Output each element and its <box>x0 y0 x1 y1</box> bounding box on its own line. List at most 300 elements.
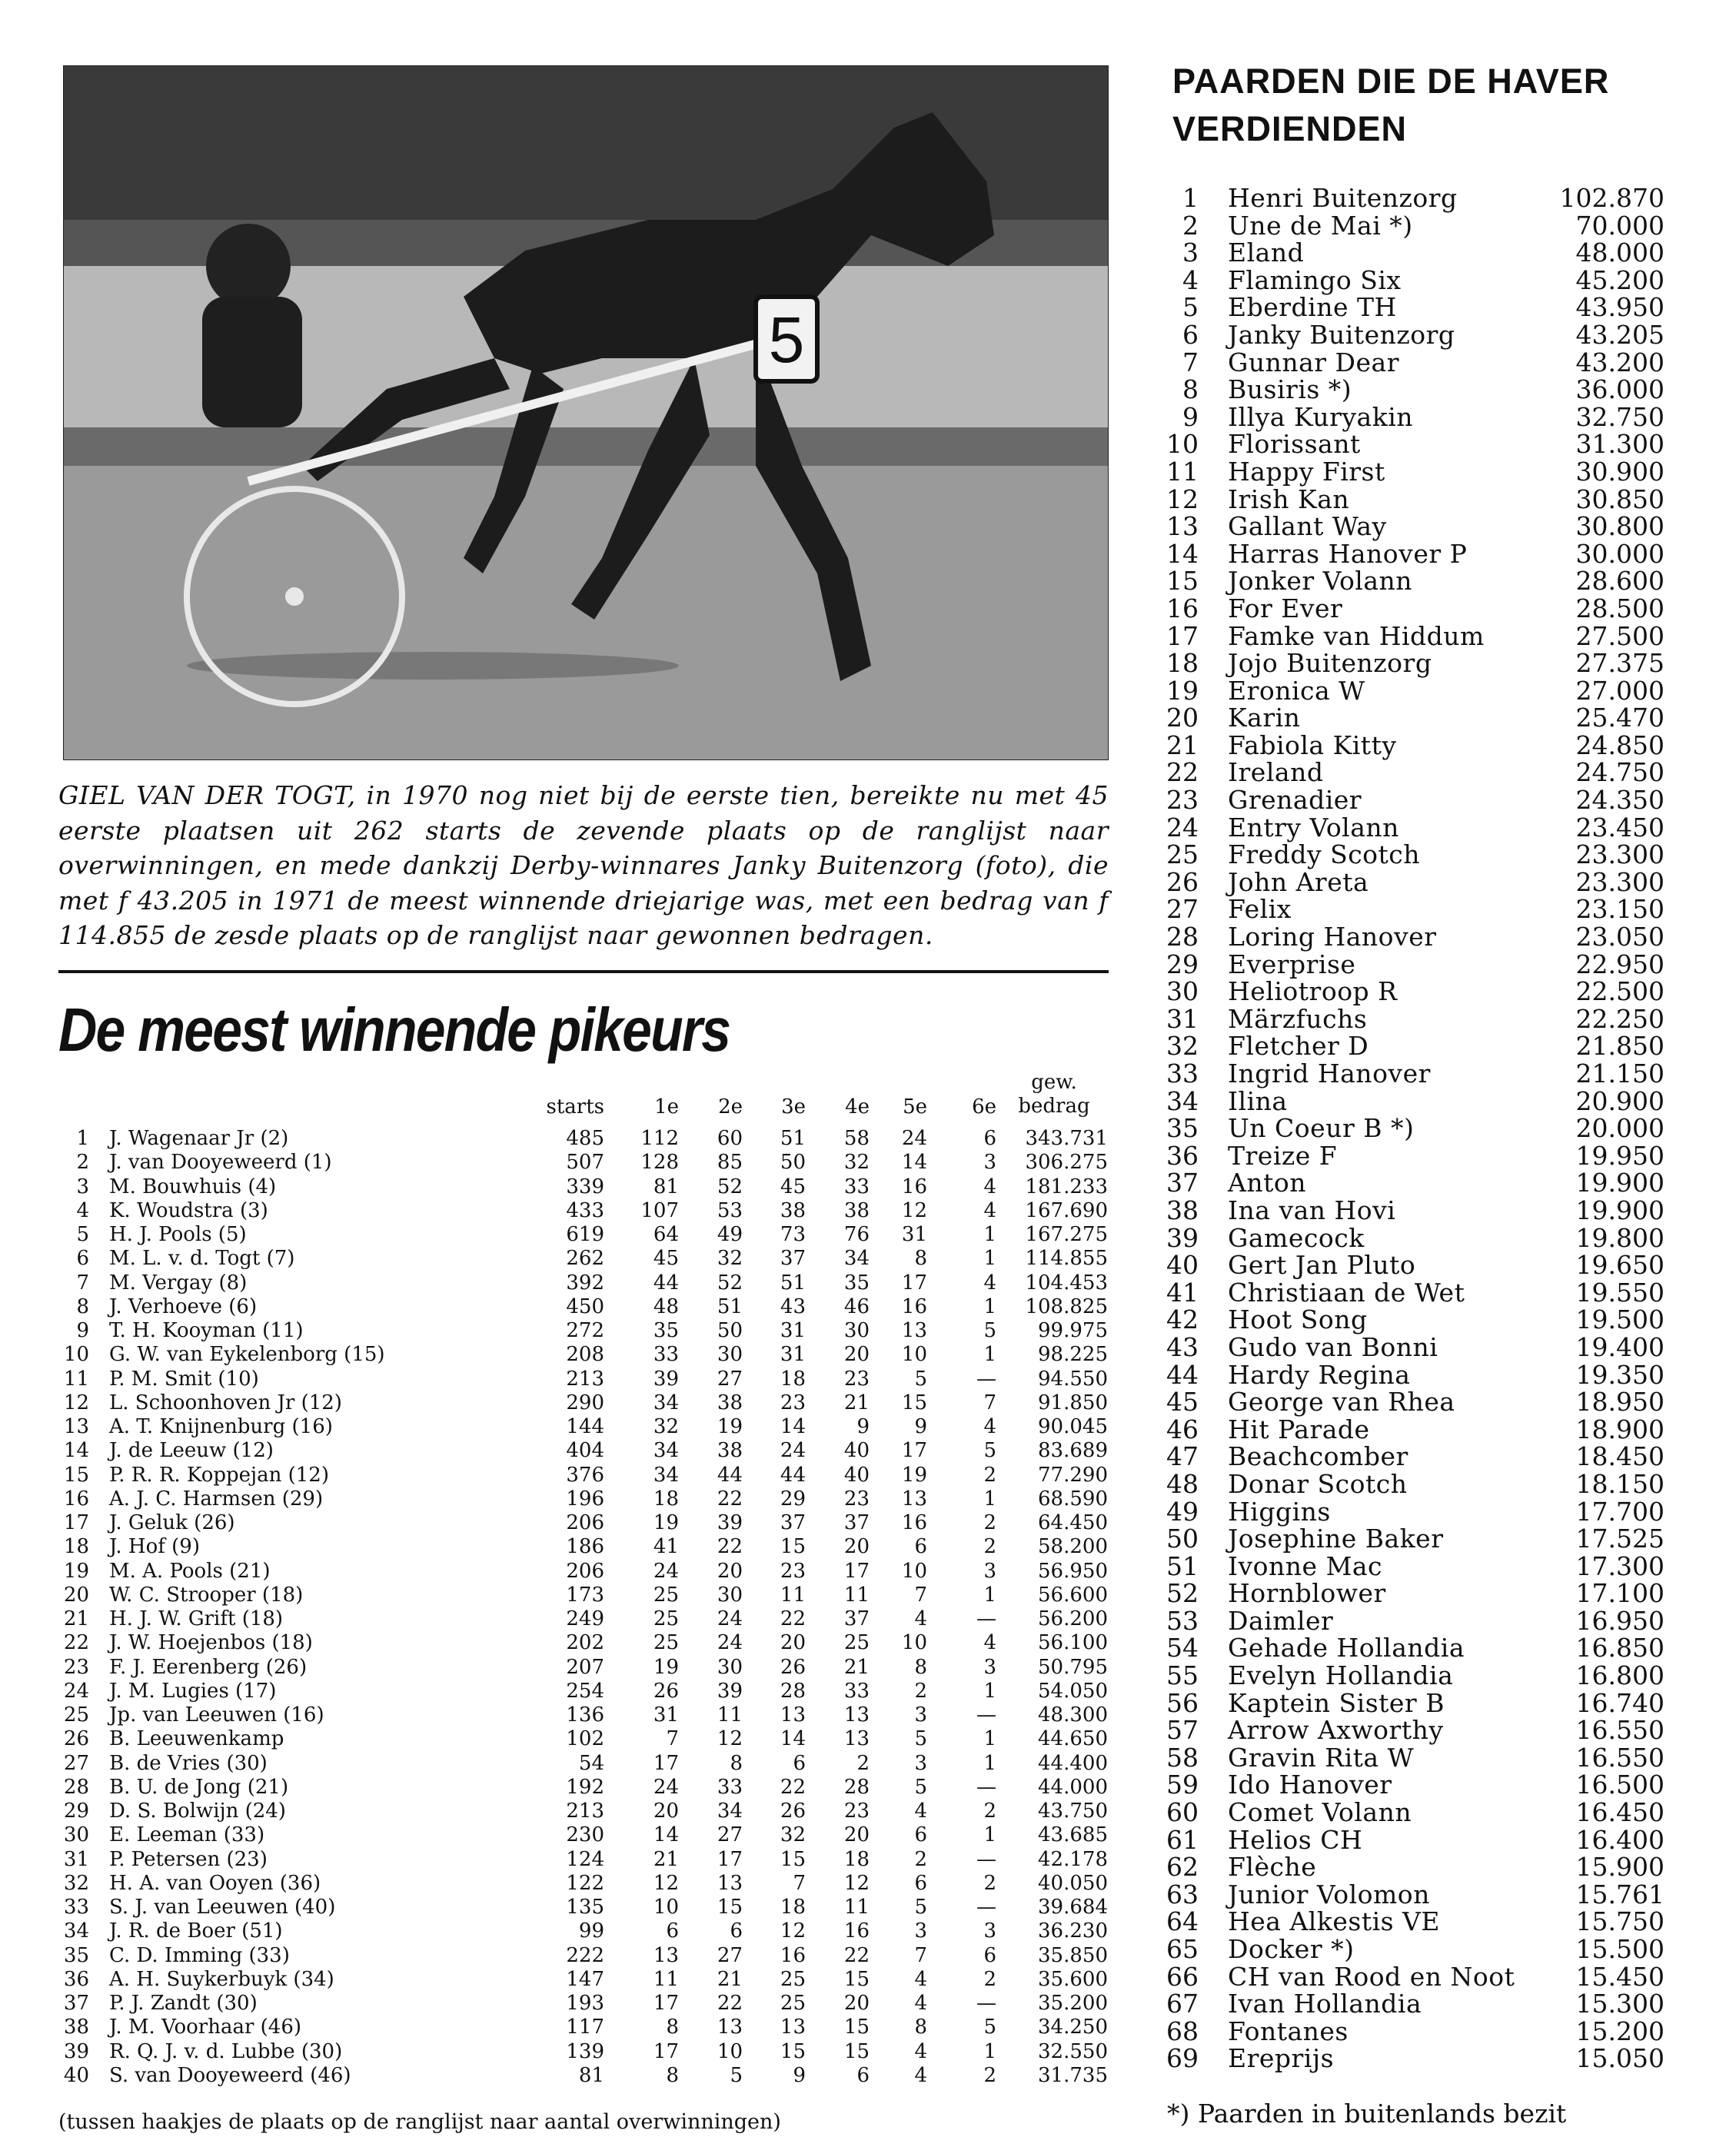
cell-driver-name: J. Verhoeve (6) <box>109 1294 258 1318</box>
cell-fifth-places: 7 <box>914 1583 927 1607</box>
table-row <box>58 1368 1112 1391</box>
cell-third-places: 25 <box>780 1967 806 1991</box>
table-row <box>58 1680 1112 1703</box>
cell-prize-money: 90.045 <box>1038 1415 1108 1438</box>
cell-horse-name: Everprise <box>1228 949 1356 979</box>
list-item <box>1165 349 1664 377</box>
cell-fifth-places: 10 <box>901 1559 927 1583</box>
cell-first-places: 128 <box>640 1151 679 1175</box>
table-row <box>58 1992 1112 2016</box>
cell-horse-name: Irish Kan <box>1228 484 1350 514</box>
cell-second-places: 17 <box>717 1847 743 1871</box>
cell-earnings: 19.950 <box>1575 1140 1664 1171</box>
cell-horse-name: Jonker Volann <box>1228 566 1413 597</box>
cell-fourth-places: 17 <box>843 1559 870 1583</box>
cell-horse-name: Harras Hanover P <box>1228 538 1468 569</box>
cell-driver-name: M. Bouwhuis (4) <box>109 1175 277 1198</box>
cell-fifth-places: 9 <box>914 1415 927 1438</box>
cell-prize-money: 56.950 <box>1038 1559 1108 1583</box>
cell-driver-name: J. W. Hoejenbos (18) <box>109 1631 313 1655</box>
cell-prize-money: 39.684 <box>1038 1896 1108 1919</box>
cell-prize-money: 306.275 <box>1025 1151 1108 1175</box>
cell-rank: 21 <box>63 1607 89 1630</box>
cell-second-places: 13 <box>717 2016 743 2039</box>
cell-rank: 69 <box>1166 2043 1199 2074</box>
cell-prize-money: 56.100 <box>1038 1631 1108 1655</box>
cell-rank: 7 <box>1182 347 1199 377</box>
list-item <box>1165 321 1664 349</box>
cell-first-places: 107 <box>640 1198 679 1222</box>
cell-rank: 18 <box>1166 648 1199 679</box>
cell-horse-name: Grenadier <box>1228 785 1362 816</box>
list-item <box>1165 567 1664 595</box>
cell-third-places: 31 <box>780 1319 806 1342</box>
cell-rank: 49 <box>1166 1496 1199 1527</box>
cell-rank: 26 <box>63 1727 89 1751</box>
list-item <box>1165 814 1664 842</box>
cell-first-places: 6 <box>666 1919 679 1943</box>
cell-fourth-places: 20 <box>843 1823 870 1847</box>
cell-earnings: 27.500 <box>1575 620 1664 651</box>
cell-first-places: 18 <box>653 1487 679 1511</box>
cell-first-places: 19 <box>653 1655 679 1679</box>
cell-rank: 12 <box>63 1391 89 1414</box>
cell-fourth-places: 21 <box>843 1391 870 1414</box>
cell-third-places: 14 <box>780 1727 806 1751</box>
cell-third-places: 13 <box>780 1703 806 1727</box>
table-row <box>58 2016 1112 2039</box>
cell-rank: 25 <box>1166 839 1199 870</box>
cell-fifth-places: 15 <box>901 1391 927 1414</box>
cell-rank: 63 <box>1166 1879 1199 1909</box>
cell-fifth-places: 16 <box>901 1294 927 1318</box>
cell-horse-name: Fabiola Kitty <box>1228 730 1397 760</box>
table-row <box>58 1848 1112 1872</box>
cell-rank: 33 <box>1166 1059 1199 1088</box>
table-row <box>58 1656 1112 1680</box>
cell-rank: 14 <box>1166 538 1199 569</box>
cell-rank: 19 <box>63 1559 89 1583</box>
cell-prize-money: 40.050 <box>1038 1871 1108 1895</box>
cell-sixth-places: 1 <box>983 1223 996 1246</box>
list-item <box>1165 1936 1664 1963</box>
cell-rank: 2 <box>1182 210 1199 241</box>
cell-fifth-places: 12 <box>901 1198 927 1222</box>
cell-second-places: 39 <box>717 1679 743 1703</box>
cell-third-places: 51 <box>780 1271 806 1294</box>
cell-fifth-places: 16 <box>901 1175 927 1198</box>
cell-rank: 34 <box>63 1919 89 1943</box>
cell-horse-name: Happy First <box>1228 456 1385 487</box>
cell-fourth-places: 23 <box>843 1367 870 1391</box>
cell-earnings: 17.700 <box>1575 1496 1664 1527</box>
header-bedrag-line2: bedrag <box>1018 1095 1090 1118</box>
cell-second-places: 44 <box>717 1463 743 1487</box>
cell-rank: 8 <box>76 1294 89 1318</box>
cell-horse-name: Ina van Hovi <box>1228 1195 1396 1225</box>
cell-earnings: 15.200 <box>1575 2016 1664 2046</box>
cell-horse-name: Gert Jan Pluto <box>1228 1250 1416 1281</box>
cell-earnings: 70.000 <box>1575 210 1664 241</box>
cell-prize-money: 48.300 <box>1038 1703 1108 1727</box>
cell-sixth-places: 4 <box>983 1175 996 1198</box>
cell-first-places: 11 <box>653 1967 679 1991</box>
cell-rank: 34 <box>1166 1085 1199 1116</box>
cell-rank: 59 <box>1166 1770 1199 1800</box>
cell-horse-name: Gravin Rita W <box>1228 1742 1414 1773</box>
cell-sixth-places: 2 <box>983 1871 996 1895</box>
cell-sixth-places: 1 <box>983 1583 996 1607</box>
cell-fourth-places: 9 <box>856 1415 870 1438</box>
list-item <box>1165 1607 1664 1635</box>
cell-rank: 1 <box>76 1127 89 1150</box>
photo-caption: GIEL VAN DER TOGT, in 1970 nog niet bij de eerste tien, bereikte nu met 45 eerste plaatsen uit 262 starts de zevende plaats op de ranglijst naar overwinningen, en mede dankzij Derby-winnares Janky Buitenzorg (foto), die met f 43.205 in 1971 de meest winnende driejarige was, met een bedrag van f 114.855 de zesde plaats op de ranglijst naar gewonnen bedragen. <box>58 780 1109 950</box>
cell-earnings: 43.950 <box>1575 292 1664 323</box>
cell-third-places: 14 <box>780 1415 806 1438</box>
cell-second-places: 51 <box>717 1294 743 1318</box>
cell-sixth-places: 5 <box>983 1439 996 1463</box>
cell-driver-name: A. T. Knijnenburg (16) <box>109 1415 333 1438</box>
cell-driver-name: A. J. C. Harmsen (29) <box>109 1487 324 1511</box>
cell-horse-name: Ingrid Hanover <box>1228 1059 1431 1088</box>
cell-rank: 45 <box>1166 1387 1199 1417</box>
cell-prize-money: 64.450 <box>1038 1511 1108 1534</box>
cell-driver-name: L. Schoonhoven Jr (12) <box>109 1391 342 1414</box>
cell-rank: 11 <box>63 1367 89 1391</box>
table-row <box>58 1151 1112 1175</box>
cell-earnings: 43.205 <box>1575 319 1664 350</box>
cell-horse-name: Kaptein Sister B <box>1228 1687 1445 1718</box>
cell-starts: 202 <box>566 1631 604 1655</box>
table-row <box>58 1560 1112 1584</box>
cell-fifth-places: 24 <box>901 1127 927 1150</box>
cell-earnings: 23.300 <box>1575 839 1664 870</box>
cell-horse-name: Helios CH <box>1228 1824 1363 1855</box>
cell-horse-name: CH van Rood en Noot <box>1228 1961 1515 1992</box>
list-item <box>1165 1881 1664 1909</box>
cell-rank: 61 <box>1166 1824 1199 1855</box>
cell-horse-name: Karin <box>1228 703 1301 733</box>
cell-prize-money: 77.290 <box>1038 1463 1108 1487</box>
cell-starts: 122 <box>566 1871 604 1895</box>
list-item <box>1165 1222 1664 1253</box>
cell-second-places: 24 <box>717 1607 743 1630</box>
cell-horse-name: Hoot Song <box>1228 1304 1368 1335</box>
cell-driver-name: B. U. de Jong (21) <box>109 1775 289 1799</box>
cell-rank: 28 <box>63 1775 89 1799</box>
cell-fifth-places: 8 <box>914 2016 927 2039</box>
cell-rank: 3 <box>76 1175 89 1198</box>
cell-fourth-places: 30 <box>843 1319 870 1342</box>
cell-third-places: 6 <box>793 1751 806 1775</box>
cell-second-places: 49 <box>717 1223 743 1246</box>
cell-rank: 40 <box>1166 1250 1199 1281</box>
cell-first-places: 81 <box>653 1175 679 1198</box>
cell-fifth-places: 3 <box>914 1703 927 1727</box>
cell-prize-money: 50.795 <box>1038 1655 1108 1679</box>
cell-fourth-places: 40 <box>843 1439 870 1463</box>
cell-starts: 213 <box>566 1800 604 1823</box>
cell-sixth-places: 1 <box>983 2039 996 2063</box>
cell-starts: 102 <box>566 1727 604 1751</box>
cell-rank: 20 <box>1166 703 1199 733</box>
cell-fifth-places: 6 <box>914 1871 927 1895</box>
cell-starts: 196 <box>566 1487 604 1511</box>
cell-fifth-places: 13 <box>901 1319 927 1342</box>
cell-rank: 54 <box>1166 1633 1199 1663</box>
cell-rank: 33 <box>63 1896 89 1919</box>
cell-rank: 22 <box>1166 757 1199 788</box>
cell-driver-name: H. J. W. Grift (18) <box>109 1607 284 1630</box>
cell-fifth-places: 10 <box>901 1631 927 1655</box>
cell-earnings: 45.200 <box>1575 264 1664 295</box>
cell-third-places: 22 <box>780 1775 806 1799</box>
cell-third-places: 9 <box>793 2063 806 2087</box>
cell-second-places: 30 <box>717 1655 743 1679</box>
cell-rank: 4 <box>1182 264 1199 295</box>
cell-rank: 53 <box>1166 1605 1199 1636</box>
cell-horse-name: Ireland <box>1228 757 1324 788</box>
cell-earnings: 15.750 <box>1575 1906 1664 1937</box>
cell-first-places: 25 <box>653 1631 679 1655</box>
list-item <box>1165 540 1664 568</box>
cell-rank: 47 <box>1166 1441 1199 1472</box>
cell-rank: 23 <box>1166 785 1199 816</box>
cell-second-places: 22 <box>717 1535 743 1559</box>
cell-sixth-places: 1 <box>983 1751 996 1775</box>
cell-rank: 18 <box>63 1535 89 1559</box>
cell-rank: 62 <box>1166 1852 1199 1883</box>
cell-rank: 48 <box>1166 1468 1199 1499</box>
cell-third-places: 23 <box>780 1559 806 1583</box>
cell-horse-name: For Ever <box>1228 593 1343 623</box>
cell-horse-name: Illya Kuryakin <box>1228 401 1414 432</box>
list-item <box>1165 1990 1664 2018</box>
cell-rank: 67 <box>1166 1989 1199 2019</box>
cell-fourth-places: 15 <box>843 1967 870 1991</box>
cell-sixth-places: 5 <box>983 2016 996 2039</box>
cell-fourth-places: 11 <box>843 1583 870 1607</box>
list-item <box>1165 1443 1664 1471</box>
cell-rank: 38 <box>63 2016 89 2039</box>
cell-prize-money: 56.600 <box>1038 1583 1108 1607</box>
list-item <box>1165 1634 1664 1662</box>
cell-rank: 12 <box>1166 484 1199 514</box>
cell-fifth-places: 13 <box>901 1487 927 1511</box>
cell-first-places: 24 <box>653 1559 679 1583</box>
cell-first-places: 17 <box>653 1992 679 2015</box>
cell-horse-name: Ido Hanover <box>1228 1770 1392 1800</box>
cell-second-places: 53 <box>717 1198 743 1222</box>
cell-horse-name: Arrow Axworthy <box>1228 1715 1444 1746</box>
harness-race-illustration <box>64 66 1108 759</box>
list-item <box>1165 978 1664 1005</box>
cell-first-places: 33 <box>653 1343 679 1367</box>
cell-earnings: 24.850 <box>1575 730 1664 760</box>
cell-first-places: 12 <box>653 1871 679 1895</box>
cell-earnings: 15.500 <box>1575 1934 1664 1964</box>
cell-rank: 40 <box>63 2063 89 2087</box>
cell-second-places: 39 <box>717 1511 743 1534</box>
cell-horse-name: Une de Mai *) <box>1228 210 1413 241</box>
list-item <box>1165 1169 1664 1197</box>
cell-earnings: 18.450 <box>1575 1441 1664 1472</box>
cell-starts: 117 <box>566 2016 604 2039</box>
table-row <box>58 1727 1112 1751</box>
cell-driver-name: H. J. Pools (5) <box>109 1223 247 1246</box>
cell-rank: 6 <box>76 1247 89 1271</box>
cell-prize-money: 99.975 <box>1038 1319 1108 1342</box>
cell-fifth-places: 5 <box>914 1896 927 1919</box>
table-row <box>58 1295 1112 1319</box>
cell-third-places: 38 <box>780 1198 806 1222</box>
cell-fourth-places: 13 <box>843 1727 870 1751</box>
cell-earnings: 22.950 <box>1575 949 1664 979</box>
header-starts: starts <box>546 1095 604 1118</box>
cell-horse-name: Eronica W <box>1228 675 1365 706</box>
cell-rank: 13 <box>63 1415 89 1438</box>
cell-prize-money: 44.000 <box>1038 1775 1108 1799</box>
list-item <box>1165 866 1664 897</box>
cell-prize-money: 343.731 <box>1025 1127 1108 1150</box>
cell-sixth-places: 6 <box>983 1127 996 1150</box>
cell-horse-name: Hea Alkestis VE <box>1228 1906 1440 1937</box>
cell-rank: 39 <box>1166 1222 1199 1253</box>
list-item <box>1165 841 1664 869</box>
header-1e: 1e <box>654 1095 679 1118</box>
cell-earnings: 22.500 <box>1575 976 1664 1007</box>
list-item <box>1165 1361 1664 1389</box>
cell-starts: 192 <box>566 1775 604 1799</box>
cell-fifth-places: 4 <box>914 2063 927 2087</box>
cell-rank: 6 <box>1182 319 1199 350</box>
paarden-list <box>1165 184 1664 2072</box>
cell-horse-name: Janky Buitenzorg <box>1228 319 1455 350</box>
cell-second-places: 33 <box>717 1775 743 1799</box>
list-item <box>1165 1032 1664 1060</box>
list-item <box>1165 1416 1664 1444</box>
cell-rank: 1 <box>1182 183 1199 213</box>
cell-third-places: 23 <box>780 1391 806 1414</box>
cell-third-places: 44 <box>780 1463 806 1487</box>
cell-earnings: 20.000 <box>1575 1113 1664 1144</box>
cell-sixth-places: 2 <box>983 1463 996 1487</box>
cell-earnings: 102.870 <box>1559 183 1664 213</box>
cell-fifth-places: 3 <box>914 1751 927 1775</box>
cell-first-places: 17 <box>653 1751 679 1775</box>
cell-horse-name: Un Coeur B *) <box>1228 1113 1415 1144</box>
cell-third-places: 29 <box>780 1487 806 1511</box>
cell-starts: 392 <box>566 1271 604 1294</box>
cell-earnings: 19.900 <box>1575 1168 1664 1198</box>
table-row <box>58 1968 1112 1992</box>
cell-earnings: 17.525 <box>1575 1524 1664 1554</box>
cell-second-places: 15 <box>717 1896 743 1919</box>
cell-starts: 339 <box>566 1175 604 1198</box>
list-item <box>1165 923 1664 951</box>
cell-fifth-places: 3 <box>914 1919 927 1943</box>
cell-first-places: 10 <box>653 1896 679 1919</box>
cell-earnings: 16.400 <box>1575 1824 1664 1855</box>
cell-driver-name: H. A. van Ooyen (36) <box>109 1871 321 1895</box>
cell-fourth-places: 28 <box>843 1775 870 1799</box>
cell-rank: 30 <box>1166 976 1199 1007</box>
list-item <box>1165 239 1664 267</box>
list-item <box>1165 1005 1664 1033</box>
cell-starts: 290 <box>566 1391 604 1414</box>
cell-starts: 139 <box>566 2039 604 2063</box>
table-row <box>58 1223 1112 1247</box>
cell-horse-name: Busiris *) <box>1228 374 1352 405</box>
cell-driver-name: G. W. van Eykelenborg (15) <box>109 1343 385 1367</box>
cell-earnings: 31.300 <box>1575 429 1664 460</box>
list-item <box>1165 1279 1664 1307</box>
cell-earnings: 16.950 <box>1575 1605 1664 1636</box>
cell-horse-name: Hornblower <box>1228 1578 1386 1609</box>
cell-driver-name: P. M. Smit (10) <box>109 1367 259 1391</box>
cell-starts: 99 <box>578 1919 604 1943</box>
cell-first-places: 25 <box>653 1583 679 1607</box>
cell-starts: 254 <box>566 1679 604 1703</box>
table-row <box>58 1247 1112 1271</box>
cell-rank: 2 <box>76 1151 89 1175</box>
cell-rank: 64 <box>1166 1906 1199 1937</box>
cell-prize-money: 35.600 <box>1038 1967 1108 1991</box>
header-bedrag <box>1000 1071 1108 1118</box>
cell-driver-name: R. Q. J. v. d. Lubbe (30) <box>109 2039 343 2063</box>
cell-first-places: 48 <box>653 1294 679 1318</box>
cell-rank: 41 <box>1166 1277 1199 1308</box>
cell-rank: 23 <box>63 1655 89 1679</box>
cell-horse-name: Eland <box>1228 238 1305 268</box>
cell-third-places: 31 <box>780 1343 806 1367</box>
cell-driver-name: P. J. Zandt (30) <box>109 1992 258 2015</box>
cell-rank: 57 <box>1166 1715 1199 1746</box>
cell-third-places: 50 <box>780 1151 806 1175</box>
cell-prize-money: 108.825 <box>1025 1294 1108 1318</box>
table-row <box>58 1391 1112 1415</box>
header-4e: 4e <box>845 1095 870 1118</box>
cell-prize-money: 68.590 <box>1038 1487 1108 1511</box>
list-item <box>1165 650 1664 677</box>
cell-driver-name: B. de Vries (30) <box>109 1751 268 1775</box>
cell-horse-name: Florissant <box>1228 429 1361 460</box>
cell-rank: 39 <box>63 2039 89 2063</box>
cell-horse-name: Gamecock <box>1228 1222 1365 1253</box>
cell-driver-name: B. Leeuwenkamp <box>109 1727 284 1751</box>
list-item <box>1165 1826 1664 1854</box>
cell-driver-name: M. A. Pools (21) <box>109 1559 271 1583</box>
cell-earnings: 23.450 <box>1575 812 1664 843</box>
table-row <box>58 1127 1112 1151</box>
cell-fifth-places: 4 <box>914 1607 927 1630</box>
table-row <box>58 2040 1112 2064</box>
cell-first-places: 32 <box>653 1415 679 1438</box>
cell-horse-name: Flèche <box>1228 1852 1317 1883</box>
cell-fifth-places: 5 <box>914 1727 927 1751</box>
cell-first-places: 41 <box>653 1535 679 1559</box>
cell-driver-name: J. M. Lugies (17) <box>109 1679 277 1703</box>
cell-first-places: 34 <box>653 1439 679 1463</box>
cell-earnings: 21.150 <box>1575 1059 1664 1088</box>
cell-rank: 27 <box>1166 894 1199 925</box>
cell-rank: 26 <box>1166 866 1199 897</box>
cell-earnings: 27.000 <box>1575 675 1664 706</box>
cell-rank: 17 <box>1166 620 1199 651</box>
cell-prize-money: 167.275 <box>1025 1223 1108 1246</box>
cell-starts: 249 <box>566 1607 604 1630</box>
cell-second-places: 52 <box>717 1175 743 1198</box>
